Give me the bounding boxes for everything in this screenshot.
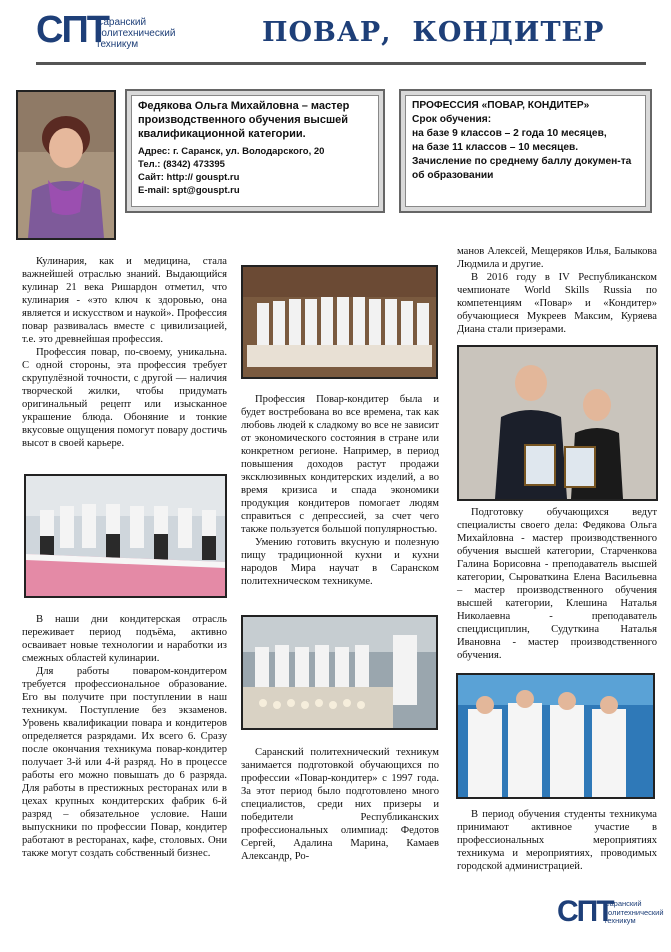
col1-paragraph-1: Кулинария, как и медицина, стала важнейшей отраслью знаний. Выдающийся кулинар 21 века Ришардон отметил, что кулинария - «это ключ к здоровью, она является и искусством и наукой». Профессия повар развивалась вместе с цивилизацией, т.е. это древнейшая профессия. [22, 256, 227, 345]
col2-paragraph-2: Умению готовить вкусную и полезную пищу традиционной кухни и кухни народов Мира научат в Саранском политехническом техникуме. [241, 537, 439, 587]
profession-term-9: на базе 9 классов – 2 года 10 месяцев, [412, 128, 607, 139]
logo-line-2: политехнический [96, 28, 176, 39]
profession-enrollment: Зачисление по среднему баллу докумен-та об образовании [412, 156, 632, 181]
column-1-top [22, 255, 227, 450]
col2-paragraph-3: Саранский политехнический техникум занимается подготовкой обучающихся по профессии «Повар-кондитер» с 1997 года. За этот период было подготовлено много специалистов, среди них призеры и победители Республиканских профессиональных олимпиад: Федотов Сергей, Адалина Марина, Камаев Александр, Ро- [241, 747, 439, 862]
column-3-middle [457, 506, 657, 662]
profession-box [399, 89, 652, 213]
photo-students-table-image [26, 476, 225, 596]
photo-students-table [24, 474, 227, 598]
footer-logo-mark: СПТ [557, 895, 613, 928]
contact-site[interactable]: Сайт: http:// gouspt.ru [138, 172, 240, 183]
profession-title: ПРОФЕССИЯ «ПОВАР, КОНДИТЕР» [412, 100, 590, 111]
footer-logo-line-1: Саранский [604, 899, 642, 908]
contact-phone: Тел.: (8342) 473395 [138, 159, 225, 170]
col2-paragraph-1: Профессия Повар-кондитер была и будет востребована во все времена, так как любовь людей к сладкому во все не зависит от экономического состояния в стране или конкретном регионе. Например, в период повышения доходов растут продажи эксклюзивных кондитерских изделий, а во время кризиса и спада экономики продукция кондитеров помогает людям справиться с депрессией, за счет чего также пользуется большой популярностью. [241, 394, 439, 535]
photo-kitchen-class [241, 615, 438, 730]
header-divider [36, 62, 646, 65]
header-logo-mark: СПТ [36, 9, 108, 51]
column-2-middle [241, 393, 439, 588]
header-logo-text [96, 17, 175, 50]
photo-staff [456, 673, 655, 799]
photo-kitchen-class-image [243, 617, 436, 728]
col1-paragraph-2: Профессия повар, по-своему, уникальна. С одной стороны, эта профессия требует скрупулёзной точности, с другой — наличия творческой жилки, чтобы придумать оригинальный рецепт или изысканное украшение блюда. Обоняние и тонкие вкусовые ощущения помогут повару достичь высот в своей карьере. [22, 347, 227, 449]
footer-logo-line-3: техникум [604, 916, 636, 925]
col3-paragraph-3: Подготовку обучающихся ведут специалисты своего дела: Федякова Ольга Михайловна - мастер производственного обучения высшей категории, Старченкова Галина Борисовна - преподаватель высшей категории, Сыроваткина Елена Васильевна – мастер производственного обучения высшей категории, Клешина Наталья Николаевна - преподаватель спецдисциплин, Судуткина Наталья Ивановна - мастер производственного обучения. [457, 507, 657, 661]
photo-chefs-group-image [243, 267, 436, 377]
col3-paragraph-2: В 2016 году в IV Республиканском чемпионате World Skills Russia по компетенциям «Повар» и «Кондитер» обучающиеся Мукреев Максим, Куряева Диана стали призерами. [457, 272, 657, 335]
col3-paragraph-4: В период обучения студенты техникума принимают активное участие в профессиональных мероприятиях техникума и мероприятиях, проводимых городской администрацией. [457, 809, 657, 872]
column-3-top [457, 245, 657, 336]
logo-line-3: техникум [96, 39, 139, 50]
col1-paragraph-4: Для работы поваром-кондитером требуется профессиональное образование. Его вы получите при поступлении в наш техникум. Поступление без экзаменов. Уровень квалификации повара и кондитеров определяется разрядами. Их всего 6. Сразу после окончания техникума повар-кондитер получает 3-й или 4-й разряд. Но в процессе работы его можно повышать до 6 разряда. Для работы в престижных ресторанах или в цехах крупных кондитерских фабрик 6-й разряд – обязательное условие. Наши выпускники по профессии Повар, кондитер работают в ресторанах, кафе, столовых. Они также могут создать собственный бизнес. [22, 666, 227, 859]
footer-logo-text [604, 900, 664, 926]
photo-staff-image [458, 675, 653, 797]
contact-box [125, 89, 385, 213]
portrait-photo [16, 90, 116, 240]
col1-paragraph-3: В наши дни кондитерская отрасль переживает период подъёма, активно осваивает новые технологии и наработки из смежных областей кулинарии. [22, 614, 227, 664]
profession-term-label: Срок обучения: [412, 114, 492, 125]
profession-term-11: на базе 11 классов – 10 месяцев. [412, 142, 579, 153]
contact-name: Федякова Ольга Михайловна – мастер производственного обучения высшей квалификационной категории. [138, 100, 350, 140]
photo-chefs-group [241, 265, 438, 379]
col3-paragraph-1: манов Алексей, Мещеряков Илья, Балыкова Людмила и другие. [457, 246, 657, 270]
contact-email[interactable]: E-mail: spt@gouspt.ru [138, 185, 240, 196]
page-title: ПОВАР, КОНДИТЕР [262, 17, 605, 48]
photo-winners [457, 345, 658, 501]
logo-line-1: Саранский [96, 17, 147, 28]
portrait-image [18, 92, 114, 238]
photo-winners-image [459, 347, 656, 499]
column-2-bottom [241, 746, 439, 863]
footer-logo-line-2: политехнический [604, 907, 664, 917]
column-3-bottom [457, 808, 657, 873]
column-1-bottom [22, 613, 227, 860]
contact-address: Адрес: г. Саранск, ул. Володарского, 20 [138, 146, 325, 157]
